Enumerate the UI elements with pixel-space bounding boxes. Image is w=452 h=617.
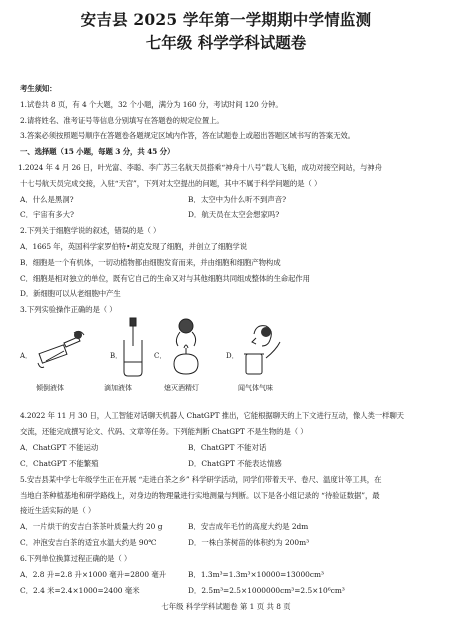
q3-stem: 3.下列实验操作正确的是（ ） [20,305,117,314]
q5-option-b: B．安吉成年毛竹的高度大约是 2dm [188,522,309,531]
q6-option-b: B．1.3m³=1.3m³×10000=13000cm³ [188,570,324,579]
q3-figure-d-label: D． [226,352,239,360]
q5-stem-line3: 接近生活实际的是（ ） [20,506,96,515]
q5-option-d: D．一株白茶树苗的体积约为 200m³ [188,538,310,547]
q5-option-a: A．一片烘干的安吉白茶茶叶质量大约 20 g [20,522,163,531]
notice-item-2: 2.请将姓名、准考证号等信息分别填写在答题卷的规定位置上。 [20,116,224,125]
q6-stem: 6.下列单位换算过程正确的是（ ） [20,554,132,563]
notice-heading: 考生须知： [20,84,57,93]
q2-option-c: C．细胞是相对独立的单位，既有它自己的生命又对与其他细胞共同组成整体的生命起作用 [20,274,310,283]
q2-option-a: A．1665 年，英国科学家罗伯特•胡克发现了细胞，并创立了细胞学说 [20,242,248,251]
page-footer: 七年级 科学学科试题卷 第 1 页 共 8 页 [161,602,291,611]
q5-stem-line1: 5.安吉县某中学七年级学生正在开展 “走进白茶之乡” 科学研学活动，同学们带着天平、卷尺、温度计等工具，在 [20,475,382,484]
dropping-liquid-figure [118,316,148,378]
q3-figure-c-label: C． [154,352,167,360]
q2-stem: 2.下列关于细胞学说的叙述，错误的是（ ） [20,226,161,235]
q1-option-c: C．宇宙有多大? [20,210,74,219]
q4-option-c: C．ChatGPT 不能繁殖 [20,459,99,468]
notice-item-3: 3.答案必须按照题号顺序在答题卷各题规定区域内作答，答在试题卷上或超出答题区域书写的答案无效。 [20,131,355,140]
q1-stem-line1: 1.2024 年 4 月 26 日，叶光富、李聪、李广苏三名航天员搭乘“神舟十八号”载人飞船，成功对接空间站，与神舟 [18,163,382,172]
q6-option-a: A．2.8 升=2.8 升×1000 毫升=2800 毫升 [20,570,167,579]
q3-figure-a-label: A． [20,352,33,360]
page-title-line1: 安吉县 2025 学年第一学期期中学情监测 [80,10,372,29]
q4-option-d: D．ChatGPT 不能表达情感 [188,459,282,468]
q1-option-b: B．太空中为什么听不到声音? [188,195,287,204]
q3-caption-d: 闻气体气味 [238,384,273,392]
q4-option-b: B．ChatGPT 不能对话 [188,443,267,452]
q6-option-c: C．2.4 米=2.4×1000=2400 毫米 [20,586,140,595]
q1-option-a: A．什么是黑洞? [20,195,74,204]
q4-stem-line1: 4.2022 年 11 月 30 日，人工智能对话聊天机器人 ChatGPT 推出，它能根据聊天的上下文进行互动，像人类一样聊天 [20,411,404,420]
q3-figure-b-label: B． [110,352,123,360]
q3-caption-b: 滴加液体 [104,384,132,392]
q3-caption-c: 熄灭酒精灯 [164,384,199,392]
q5-option-c: C．冲泡安吉白茶的适宜水温大约是 90℃ [20,538,157,547]
q5-stem-line2: 当地白茶种植基地和研学路线上，对身边的物理量进行实地测量与判断。以下是各小组记录的 “待验证数据”，最 [20,491,380,500]
q3-caption-a: 倾倒液体 [36,384,64,392]
q1-stem-line2: 十七号航天员完成交接，入驻“天宫”，下列对太空提出的问题，其中不属于科学问题的是（ ） [20,179,322,188]
q2-option-d: D．新细胞可以从老细胞中产生 [20,289,121,298]
q4-option-a: A．ChatGPT 不能运动 [20,443,99,452]
smelling-gas-figure [236,320,292,378]
notice-item-1: 1.试卷共 8 页，有 4 个大题，32 个小题，满分为 160 分，考试时间 120 分钟。 [20,100,283,109]
q1-option-d: D．航天员在太空会想家吗? [188,210,280,219]
q2-option-b: B．细胞是一个有机体，一切动植物都由细胞发育而来，并由细胞和细胞产物构成 [20,258,281,267]
page-title-line2: 七年级 科学学科试题卷 [145,33,307,52]
q4-stem-line2: 交流，还能完成撰写论文、代码、文章等任务。下列能判断 ChatGPT 不是生物的是（ ） [20,427,308,436]
section-heading: 一、选择题（15 小题，每题 3 分，共 45 分） [20,147,175,156]
pouring-liquid-figure [34,323,88,375]
q6-option-d: D．2.5m³=2.5×1000000cm³=2.5×10⁶cm³ [188,586,345,595]
alcohol-lamp-figure [164,316,212,378]
